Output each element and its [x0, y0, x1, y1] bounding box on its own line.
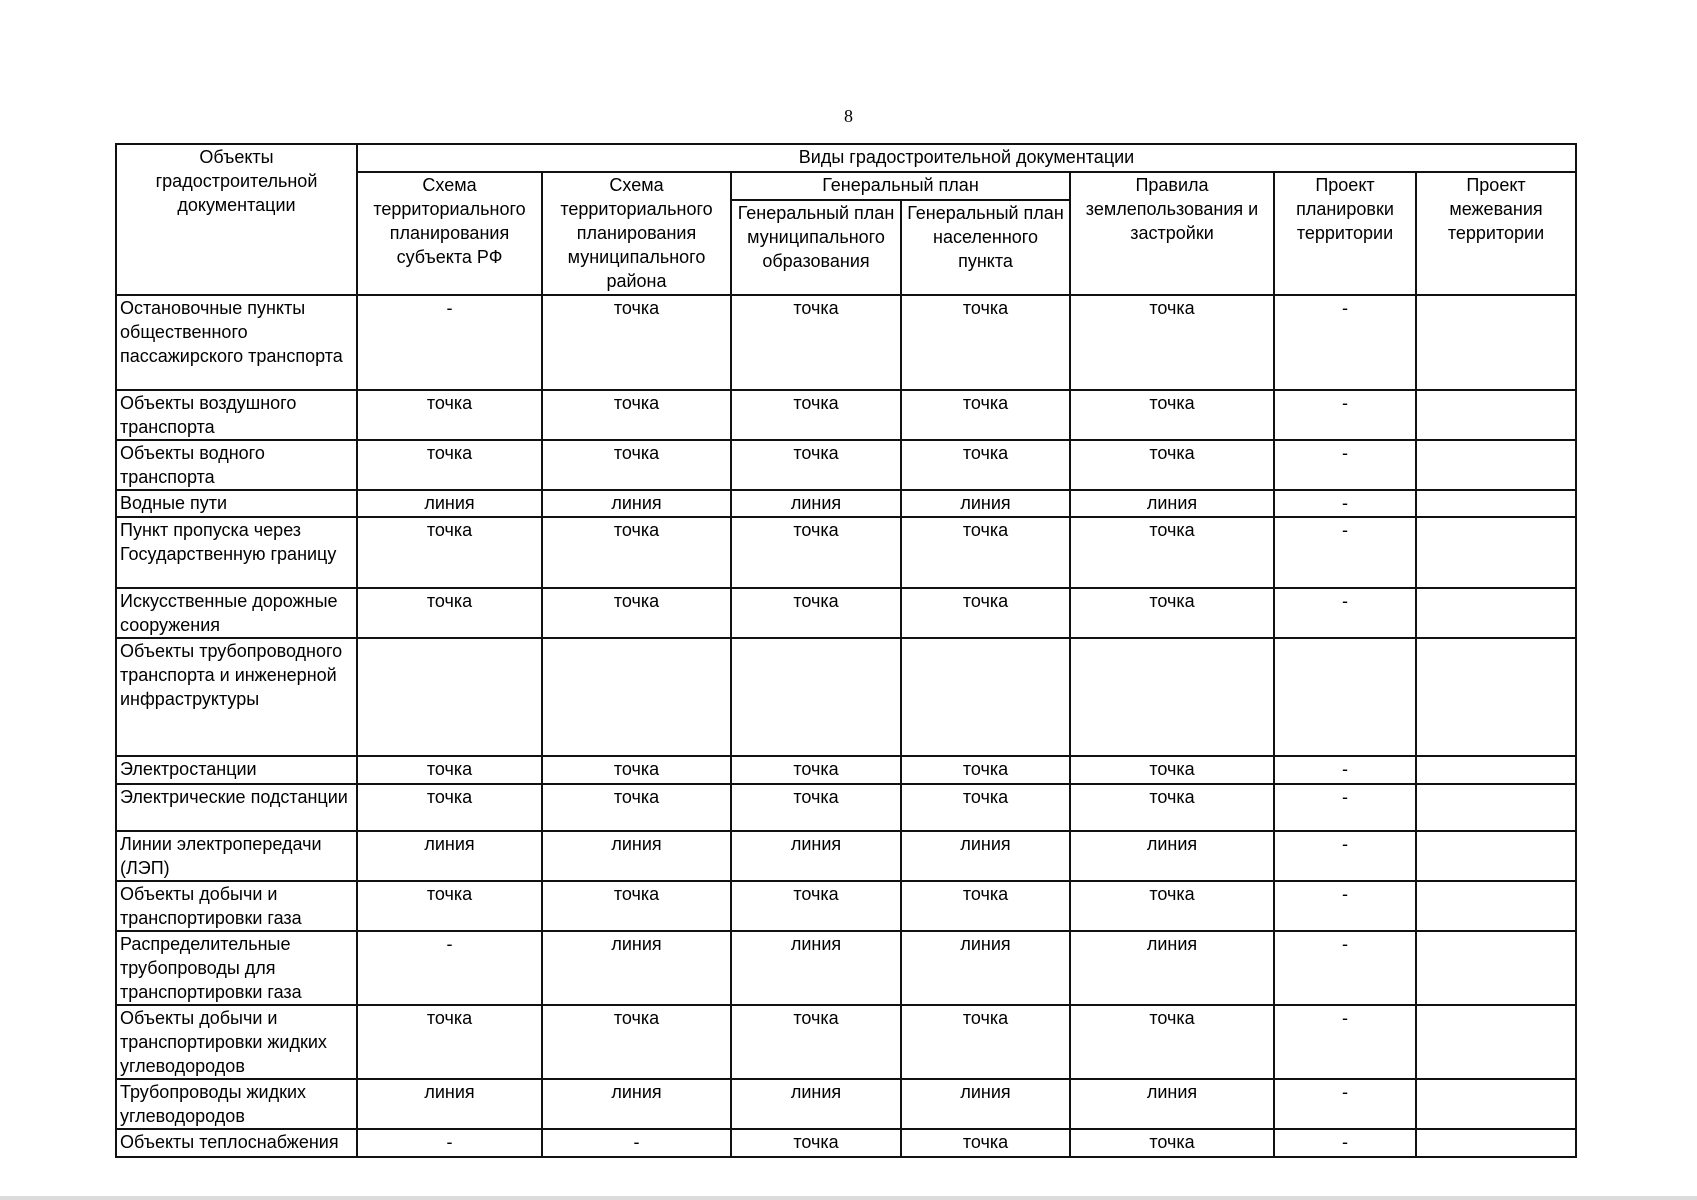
table-cell: точка	[542, 390, 731, 440]
table-row	[116, 784, 1576, 831]
table-row	[116, 638, 1576, 756]
documentation-table	[115, 143, 1577, 1158]
table-cell: точка	[901, 784, 1070, 831]
table-row	[116, 490, 1576, 517]
table-cell: точка	[357, 784, 542, 831]
table-cell: точка	[1070, 517, 1274, 588]
table-body	[116, 144, 1576, 1157]
table-cell: линия	[357, 1079, 542, 1129]
table-cell: точка	[901, 517, 1070, 588]
table-cell: точка	[1070, 440, 1274, 490]
table-cell: точка	[542, 1005, 731, 1079]
table-cell: -	[1274, 931, 1416, 1005]
table-cell: точка	[357, 440, 542, 490]
table-cell: -	[1274, 295, 1416, 390]
table-cell: -	[1274, 1005, 1416, 1079]
table-cell: линия	[542, 931, 731, 1005]
row-object-name: Объекты теплоснабжения	[116, 1129, 357, 1157]
row-object-name: Объекты добычи и транспортировки газа	[116, 881, 357, 931]
table-cell	[1070, 638, 1274, 756]
table-row	[116, 1079, 1576, 1129]
table-cell: линия	[731, 831, 901, 881]
table-cell: точка	[731, 1129, 901, 1157]
table-row	[116, 295, 1576, 390]
row-object-name: Водные пути	[116, 490, 357, 517]
table-cell: точка	[731, 784, 901, 831]
table-cell: точка	[731, 588, 901, 638]
table-cell: точка	[901, 295, 1070, 390]
table-cell: линия	[1070, 931, 1274, 1005]
bottom-bar	[0, 1196, 1697, 1200]
table-row	[116, 517, 1576, 588]
table-row	[116, 931, 1576, 1005]
table-cell	[1416, 831, 1576, 881]
table-cell	[1274, 638, 1416, 756]
header-objects: Объекты градостроительной документации	[116, 144, 357, 295]
header-planning-project: Проект планировки территории	[1274, 172, 1416, 295]
table-cell	[1416, 931, 1576, 1005]
table-cell: точка	[357, 1005, 542, 1079]
row-object-name: Электрические подстанции	[116, 784, 357, 831]
table-cell	[1416, 1079, 1576, 1129]
header-scheme-municipal: Схема территориального планирования муниципального района	[542, 172, 731, 295]
table-cell: точка	[357, 756, 542, 784]
table-cell: точка	[901, 1005, 1070, 1079]
table-cell	[1416, 881, 1576, 931]
table-cell	[1416, 784, 1576, 831]
table-cell: точка	[901, 1129, 1070, 1157]
table-cell: точка	[542, 756, 731, 784]
table-cell	[1416, 390, 1576, 440]
table-cell: точка	[901, 881, 1070, 931]
table-row	[116, 440, 1576, 490]
table-cell: -	[1274, 756, 1416, 784]
table-cell: точка	[731, 1005, 901, 1079]
table-cell	[1416, 756, 1576, 784]
row-object-name: Объекты водного транспорта	[116, 440, 357, 490]
table-cell: точка	[542, 588, 731, 638]
row-object-name: Остановочные пункты общественного пассажирского транспорта	[116, 295, 357, 390]
table-cell: линия	[542, 1079, 731, 1129]
row-object-name: Объекты трубопроводного транспорта и инженерной инфраструктуры	[116, 638, 357, 756]
table-cell	[1416, 295, 1576, 390]
row-object-name: Электростанции	[116, 756, 357, 784]
table-cell: -	[1274, 1079, 1416, 1129]
table-cell: линия	[901, 1079, 1070, 1129]
table-cell: -	[357, 1129, 542, 1157]
row-object-name: Распределительные трубопроводы для транспортировки газа	[116, 931, 357, 1005]
table-cell: линия	[731, 1079, 901, 1129]
table-cell: точка	[542, 881, 731, 931]
header-scheme-subject: Схема территориального планирования субъекта РФ	[357, 172, 542, 295]
table-cell	[1416, 1129, 1576, 1157]
table-cell: точка	[357, 881, 542, 931]
table-cell: точка	[357, 517, 542, 588]
table-cell: -	[1274, 517, 1416, 588]
table-cell: точка	[542, 440, 731, 490]
table-row	[116, 588, 1576, 638]
table-cell: точка	[731, 881, 901, 931]
header-surveying-project: Проект межевания территории	[1416, 172, 1576, 295]
table-cell: -	[357, 931, 542, 1005]
table-cell	[1416, 588, 1576, 638]
table-cell: точка	[542, 517, 731, 588]
table-cell: точка	[731, 295, 901, 390]
row-object-name: Искусственные дорожные сооружения	[116, 588, 357, 638]
table-cell: точка	[542, 295, 731, 390]
table-cell: точка	[901, 756, 1070, 784]
table-cell: -	[357, 295, 542, 390]
table-cell: точка	[901, 588, 1070, 638]
row-object-name: Объекты добычи и транспортировки жидких углеводородов	[116, 1005, 357, 1079]
table-cell: точка	[731, 517, 901, 588]
table-cell: точка	[1070, 756, 1274, 784]
table-cell: точка	[1070, 881, 1274, 931]
table-cell: линия	[901, 490, 1070, 517]
table-row	[116, 1129, 1576, 1157]
row-object-name: Объекты воздушного транспорта	[116, 390, 357, 440]
page-number: 8	[844, 106, 853, 126]
table-cell	[542, 638, 731, 756]
header-rules: Правила землепользования и застройки	[1070, 172, 1274, 295]
table-cell: -	[1274, 881, 1416, 931]
table-cell	[901, 638, 1070, 756]
header-general-plan: Генеральный план	[731, 172, 1070, 200]
table-cell: линия	[1070, 490, 1274, 517]
table-cell	[731, 638, 901, 756]
table-cell	[1416, 440, 1576, 490]
table-cell: точка	[357, 588, 542, 638]
table-cell	[1416, 1005, 1576, 1079]
table-cell: линия	[357, 831, 542, 881]
table-cell: линия	[357, 490, 542, 517]
table-cell: точка	[731, 440, 901, 490]
header-doc-types: Виды градостроительной документации	[357, 144, 1576, 172]
table-cell: линия	[542, 831, 731, 881]
table-row	[116, 881, 1576, 931]
table-cell: точка	[357, 390, 542, 440]
table-cell	[1416, 490, 1576, 517]
table-cell: точка	[1070, 588, 1274, 638]
header-row-1	[116, 144, 1576, 172]
table-cell: -	[1274, 1129, 1416, 1157]
header-gp-municipal: Генеральный план муниципального образования	[731, 200, 901, 295]
table-cell: точка	[901, 390, 1070, 440]
table-cell	[1416, 517, 1576, 588]
table-cell: точка	[1070, 295, 1274, 390]
table-cell	[357, 638, 542, 756]
table-cell: -	[542, 1129, 731, 1157]
header-gp-settlement: Генеральный план населенного пункта	[901, 200, 1070, 295]
table-cell: линия	[731, 931, 901, 1005]
table-cell: -	[1274, 831, 1416, 881]
table-row	[116, 1005, 1576, 1079]
table-cell	[1416, 638, 1576, 756]
table-cell: -	[1274, 490, 1416, 517]
table-cell: -	[1274, 440, 1416, 490]
table-row	[116, 390, 1576, 440]
table-cell: точка	[542, 784, 731, 831]
table-cell: -	[1274, 588, 1416, 638]
table-cell: линия	[901, 931, 1070, 1005]
table-cell: точка	[731, 390, 901, 440]
table-cell: -	[1274, 390, 1416, 440]
row-object-name: Линии электропередачи (ЛЭП)	[116, 831, 357, 881]
table-cell: -	[1274, 784, 1416, 831]
row-object-name: Пункт пропуска через Государственную границу	[116, 517, 357, 588]
table-cell: линия	[731, 490, 901, 517]
table-cell: линия	[1070, 1079, 1274, 1129]
table-cell: линия	[542, 490, 731, 517]
table-cell: точка	[1070, 1129, 1274, 1157]
table-cell: линия	[901, 831, 1070, 881]
table-cell: точка	[1070, 390, 1274, 440]
table-row	[116, 756, 1576, 784]
row-object-name: Трубопроводы жидких углеводородов	[116, 1079, 357, 1129]
table-cell: линия	[1070, 831, 1274, 881]
table-cell: точка	[1070, 1005, 1274, 1079]
table-cell: точка	[1070, 784, 1274, 831]
table-cell: точка	[731, 756, 901, 784]
table-row	[116, 831, 1576, 881]
table-cell: точка	[901, 440, 1070, 490]
